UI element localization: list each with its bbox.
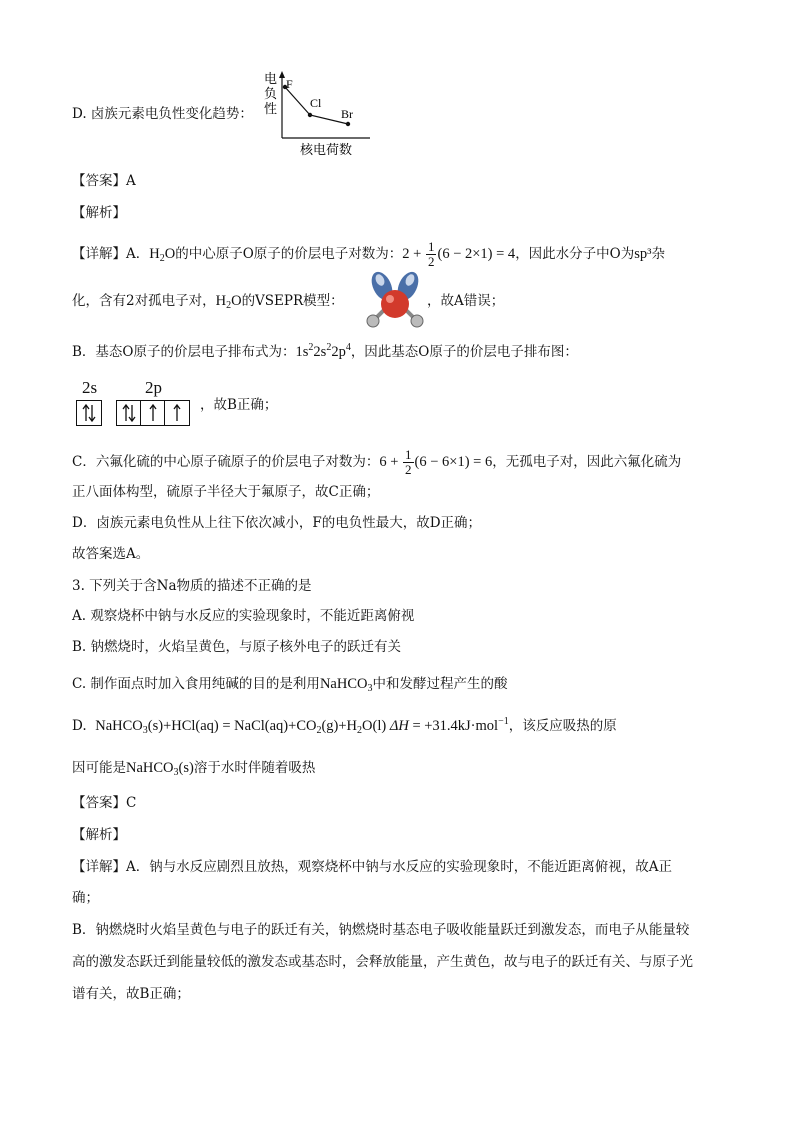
q3-detail-b-line2: 高的激发态跃迁到能量较低的激发态或基态时，会释放能量，产生黄色，故与电子的跃迁有关、与原子光 [72, 954, 693, 970]
q2-detail-a-line2: 化，含有2对孤电子对，$H_2O$的VSEPR模型： [72, 293, 344, 311]
chart-point-br [346, 122, 350, 126]
q3-detail-a-line1: 【详解】A．钠与水反应剧烈且放热，观察烧杯中钠与水反应的实验现象时，不能近距离俯视，故A正 [72, 859, 672, 875]
q2-detail-b-line1: B．基态O原子的价层电子排布式为：$1s^22s^22p^4$，因此基态O原子的价层电子排布图： [72, 342, 578, 360]
q2-detail-d: D．卤族元素电负性从上往下依次减小，F的电负性最大，故D正确； [72, 515, 482, 531]
q3-detail-b-line3: 谱有关，故B正确； [72, 986, 190, 1002]
chart-label-br: Br [341, 107, 353, 121]
q3-option-d-line1: D. NaHCO$_3$(s)+HCl(aq) = $NaCl(aq)+CO_2(g)+H_2O(l) \Delta H = +31.4kJ\cdot mol^{-1}$，该反应吸热的原 [72, 716, 617, 736]
chart-label-f: F [286, 77, 293, 91]
q2-detail-a-line2-end: ，故A错误； [427, 293, 505, 309]
q3-detail-b-line1: B．钠燃烧时火焰呈黄色与电子的跃迁有关，钠燃烧时基态电子吸收能量跃迁到激发态，而电子从能量较 [72, 922, 690, 938]
q3-detail-a-line2: 确； [72, 890, 99, 906]
chart-xlabel: 核电荷数 [300, 143, 353, 158]
electronegativity-chart [258, 70, 378, 160]
chart-point-cl [308, 113, 312, 117]
orbital-2p-box [116, 400, 190, 426]
q2-option-d: D. 卤族元素电负性变化趋势： [72, 106, 253, 122]
q2-detail-c-line2: 正八面体构型，硫原子半径大于氟原子，故C正确； [72, 484, 380, 500]
vsepr-model-image [362, 268, 428, 330]
orbital-2p-label: 2p [145, 378, 162, 397]
q3-option-c: C. 制作面点时加入食用纯碱的目的是利用NaHCO$_3$中和发酵过程产生的酸 [72, 676, 508, 694]
chart-ylabel-1: 电 [264, 72, 278, 87]
q3-answer: 【答案】C [72, 795, 137, 811]
orbital-2s-label: 2s [82, 378, 98, 397]
orbital-2s-box [76, 400, 102, 426]
q3-stem: 3. 下列关于含Na物质的描述不正确的是 [72, 578, 312, 594]
chart-ylabel-3: 性 [264, 102, 278, 117]
q2-detail-c-line1: C．六氟化硫的中心原子硫原子的价层电子对数为：6 + $\frac{1}{2}$ (6 − 6×1) = 6，无孤电子对，因此六氟化硫为 [72, 447, 682, 477]
q2-analysis: 【解析】 [72, 205, 126, 221]
q2-detail-b-line2: ，故B正确； [200, 397, 278, 413]
chart-label-cl: Cl [310, 96, 322, 110]
q2-answer: 【答案】A [72, 173, 136, 189]
q2-conclusion: 故答案选A。 [72, 546, 150, 562]
q2-detail-a-line1: 【详解】A．$H_2O$的中心原子O原子的价层电子对数为：2 + $\frac{1}{2}$ (6 − 2×1) = 4，因此水分子中O为sp³杂 [72, 239, 666, 269]
q3-option-b: B. 钠燃烧时，火焰呈黄色，与原子核外电子的跃迁有关 [72, 639, 402, 655]
q3-analysis: 【解析】 [72, 827, 126, 843]
q3-option-a: A. 观察烧杯中钠与水反应的实验现象时，不能近距离俯视 [72, 608, 415, 624]
chart-ylabel-2: 负 [264, 87, 278, 102]
q3-option-d-line2: 因可能是NaHCO$_3$(s)溶于水时伴随着吸热 [72, 760, 316, 778]
